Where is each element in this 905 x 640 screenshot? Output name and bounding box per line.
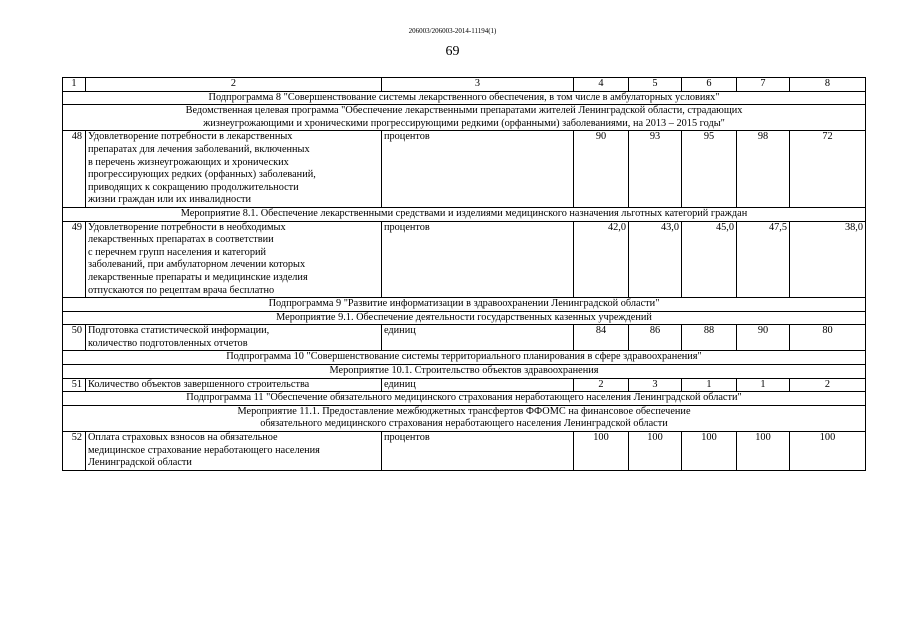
row-number: 52 [63, 432, 86, 471]
indicator-line: заболеваний, при амбулаторном лечении которых [88, 259, 306, 271]
value-col6: 100 [682, 432, 737, 471]
value-col6: 1 [682, 378, 737, 392]
value-col7: 90 [737, 325, 790, 351]
activity-row [63, 405, 866, 431]
value-col5: 93 [629, 131, 682, 208]
indicator-name [86, 378, 382, 392]
value-col4: 100 [574, 432, 629, 471]
value-col8: 2 [790, 378, 866, 392]
value-col4: 84 [574, 325, 629, 351]
table-row [63, 325, 866, 351]
indicator-name [86, 131, 382, 208]
page-number: 69 [445, 44, 460, 59]
header-cell: 4 [574, 78, 629, 92]
table-header-row [63, 78, 866, 92]
unit-cell: процентов [382, 432, 574, 471]
subprogram-row [63, 351, 866, 365]
activity-row [63, 365, 866, 379]
row-number: 51 [63, 378, 86, 392]
indicator-line: лекарственные препараты и медицинские изделия [88, 271, 308, 283]
indicator-name [86, 221, 382, 298]
value-col4: 42,0 [574, 221, 629, 298]
unit-cell: единиц [382, 378, 574, 392]
value-col5: 100 [629, 432, 682, 471]
value-col4: 90 [574, 131, 629, 208]
subprogram-row [63, 91, 866, 105]
indicator-line: медицинское страхование неработающего населения [88, 444, 320, 456]
subprogram-title: Подпрограмма 10 "Совершенствование системы территориального планирования в сфере здравоохранения" [63, 351, 866, 365]
indicator-line: Удовлетворение потребности в необходимых [88, 221, 286, 233]
value-col8: 38,0 [790, 221, 866, 298]
unit-cell: процентов [382, 131, 574, 208]
unit-cell: процентов [382, 221, 574, 298]
indicator-line: Удовлетворение потребности в лекарственных [88, 131, 293, 143]
indicator-line: жизни граждан или их инвалидности [88, 194, 251, 206]
subprogram-title: Подпрограмма 9 "Развитие информатизации в здравоохранении Ленинградской области" [63, 298, 866, 312]
subprogram-title: Подпрограмма 11 "Обеспечение обязательного медицинского страхования неработающего населения Ленинградской области" [63, 392, 866, 406]
program-title-line: жизнеугрожающими и хроническими прогрессирующими редкими (орфанными) заболеваниями, на 2013 – 2015 годы" [203, 117, 725, 129]
value-col8: 100 [790, 432, 866, 471]
activity-title [63, 405, 866, 431]
table-row [63, 221, 866, 298]
activity-title: Мероприятие 9.1. Обеспечение деятельности государственных казенных учреждений [63, 311, 866, 325]
value-col7: 98 [737, 131, 790, 208]
indicator-line: приводящих к сокращению продолжительности [88, 181, 299, 193]
indicator-name [86, 325, 382, 351]
indicator-line: количество подготовленных отчетов [88, 337, 248, 349]
value-col6: 95 [682, 131, 737, 208]
table-row [63, 378, 866, 392]
indicator-line: прогрессирующих редких (орфанных) заболеваний, [88, 169, 316, 181]
value-col5: 3 [629, 378, 682, 392]
program-row [63, 105, 866, 131]
indicator-line: в перечень жизнеугрожающих и хронических [88, 156, 289, 168]
value-col6: 45,0 [682, 221, 737, 298]
subprogram-row [63, 392, 866, 406]
indicator-line: с перечнем групп населения и категорий [88, 246, 266, 258]
activity-title-line: Мероприятие 11.1. Предоставление межбюджетных трансфертов ФФОМС на финансовое обеспечение [237, 405, 691, 417]
table-row [63, 131, 866, 208]
value-col8: 72 [790, 131, 866, 208]
header-cell: 6 [682, 78, 737, 92]
indicator-line: препаратах для лечения заболеваний, включенных [88, 143, 310, 155]
document-number: 206003/206003-2014-11194(1) [408, 27, 497, 35]
header-cell: 8 [790, 78, 866, 92]
indicator-line: Ленинградской области [88, 457, 192, 469]
row-number: 48 [63, 131, 86, 208]
value-col7: 47,5 [737, 221, 790, 298]
value-col4: 2 [574, 378, 629, 392]
value-col5: 43,0 [629, 221, 682, 298]
unit-cell: единиц [382, 325, 574, 351]
row-number: 50 [63, 325, 86, 351]
header-cell: 3 [382, 78, 574, 92]
header-cell: 5 [629, 78, 682, 92]
value-col7: 100 [737, 432, 790, 471]
header-cell: 2 [86, 78, 382, 92]
value-col8: 80 [790, 325, 866, 351]
indicator-line: отпускаются по рецептам врача бесплатно [88, 284, 275, 296]
program-title [63, 105, 866, 131]
row-number: 49 [63, 221, 86, 298]
indicators-table [62, 77, 866, 471]
table-row [63, 432, 866, 471]
subprogram-row [63, 298, 866, 312]
indicator-line: лекарственных препаратах в соответствии [88, 234, 274, 246]
indicator-line: Оплата страховых взносов на обязательное [88, 432, 278, 444]
indicator-line: Количество объектов завершенного строительства [88, 378, 310, 390]
subprogram-title: Подпрограмма 8 "Совершенствование системы лекарственного обеспечения, в том числе в амбулаторных условиях" [63, 91, 866, 105]
activity-row [63, 311, 866, 325]
header-cell: 1 [63, 78, 86, 92]
value-col7: 1 [737, 378, 790, 392]
indicator-line: Подготовка статистической информации, [88, 325, 270, 337]
value-col5: 86 [629, 325, 682, 351]
program-title-line: Ведомственная целевая программа "Обеспечение лекарственными препаратами жителей Ленинградской области, страдающих [185, 105, 743, 117]
indicator-name [86, 432, 382, 471]
value-col6: 88 [682, 325, 737, 351]
activity-title-line: обязательного медицинского страхования неработающего населения Ленинградской области [260, 418, 668, 430]
activity-row [63, 207, 866, 221]
header-cell: 7 [737, 78, 790, 92]
activity-title: Мероприятие 10.1. Строительство объектов здравоохранения [63, 365, 866, 379]
activity-title: Мероприятие 8.1. Обеспечение лекарственными средствами и изделиями медицинского назначения льготных категорий граждан [63, 207, 866, 221]
